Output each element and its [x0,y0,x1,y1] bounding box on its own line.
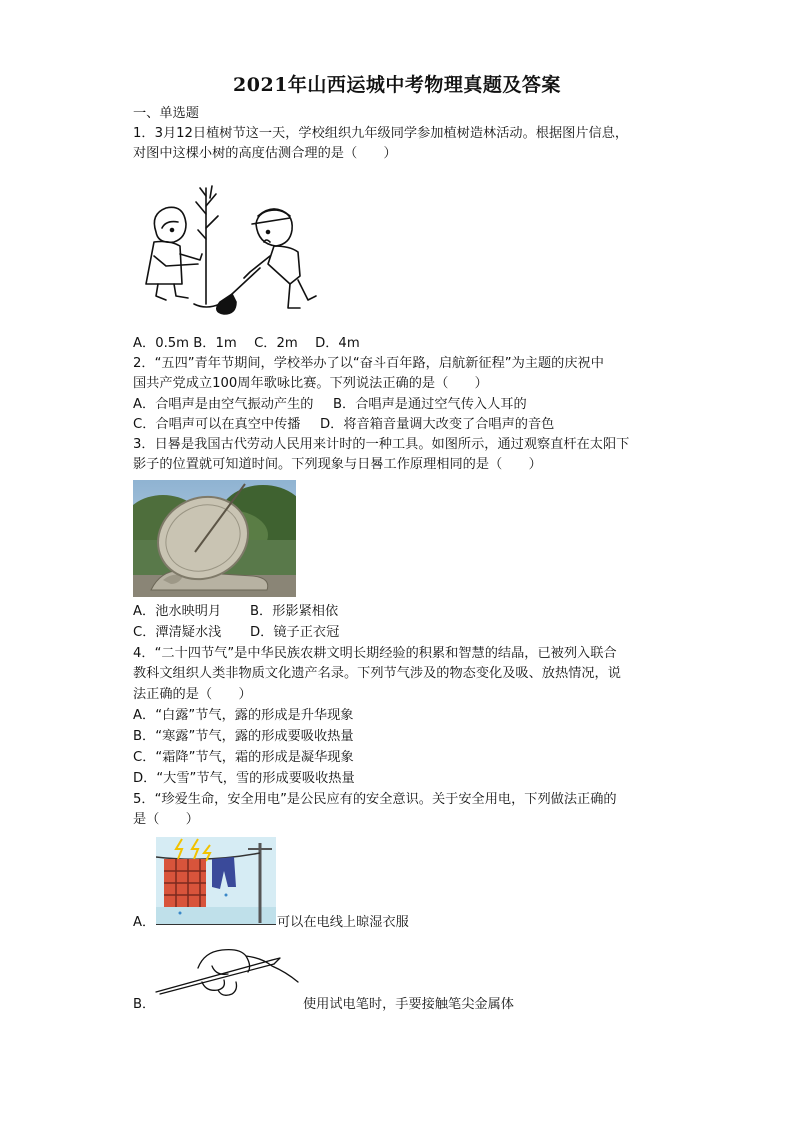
q3-option-a: A．池水映明月 [133,604,222,619]
q5-stem-line2: 是（ ） [133,812,199,827]
q5-stem-line1: 5．“珍爱生命，安全用电”是公民应有的安全意识。关于安全用电，下列做法正确的 [133,792,617,807]
q2-option-a: A．合唱声是由空气振动产生的 [133,397,314,412]
section-heading: 一、单选题 [133,106,199,121]
q4-option-b: B．“寒露”节气，露的形成要吸收热量 [133,729,354,744]
q3-option-d: D．镜子正衣冠 [250,625,340,640]
q2-stem-line2: 国共产党成立100周年歌咏比赛。下列说法正确的是（ ） [133,376,488,391]
q5-option-b-text: 使用试电笔时，手要接触笔尖金属体 [303,997,514,1012]
wet-clothes-on-wire-figure [156,837,276,925]
q5-option-a-text: 可以在电线上晾湿衣服 [277,915,409,930]
page-title: 2021年山西运城中考物理真题及答案 [233,74,561,96]
q5-option-a-underline [156,924,276,925]
q4-option-d: D．“大雪”节气，雪的形成要吸收热量 [133,771,355,786]
q3-stem-line1: 3．日晷是我国古代劳动人民用来计时的一种工具。如图所示，通过观察直杆在太阳下 [133,437,630,452]
q3-stem-line2: 影子的位置就可知道时间。下列现象与日晷工作原理相同的是（ ） [133,457,542,472]
tree-planting-figure [140,184,320,324]
q1-stem-line1: 1．3月12日植树节这一天，学校组织九年级同学参加植树造林活动。根据图片信息， [133,126,629,141]
q2-option-d: D．将音箱音量调大改变了合唱声的音色 [320,417,555,432]
q4-stem-line2: 教科文组织人类非物质文化遗产名录。下列节气涉及的物态变化及吸、放热情况，说 [133,666,621,681]
q2-option-b: B．合唱声是通过空气传入人耳的 [333,397,527,412]
q2-option-c: C．合唱声可以在真空中传播 [133,417,301,432]
q1-options: A．0.5m B．1m C．2m D．4m [133,336,360,351]
q4-option-a: A．“白露”节气，露的形成是升华现象 [133,708,354,723]
q4-stem-line3: 法正确的是（ ） [133,687,252,702]
q3-option-c: C．潭清疑水浅 [133,625,222,640]
sundial-photo [133,480,296,597]
q2-stem-line1: 2．“五四”青年节期间，学校举办了以“奋斗百年路，启航新征程”为主题的庆祝中 [133,356,604,371]
q1-stem-line2: 对图中这棵小树的高度估测合理的是（ ） [133,146,397,161]
q5-option-a-label: A． [133,915,156,930]
q4-option-c: C．“霜降”节气，霜的形成是凝华现象 [133,750,354,765]
q3-option-b: B．形影紧相依 [250,604,339,619]
q5-option-b-label: B． [133,997,156,1012]
test-pen-hand-figure [152,942,302,1000]
q4-stem-line1: 4．“二十四节气”是中华民族农耕文明长期经验的积累和智慧的结晶，已被列入联合 [133,646,617,661]
